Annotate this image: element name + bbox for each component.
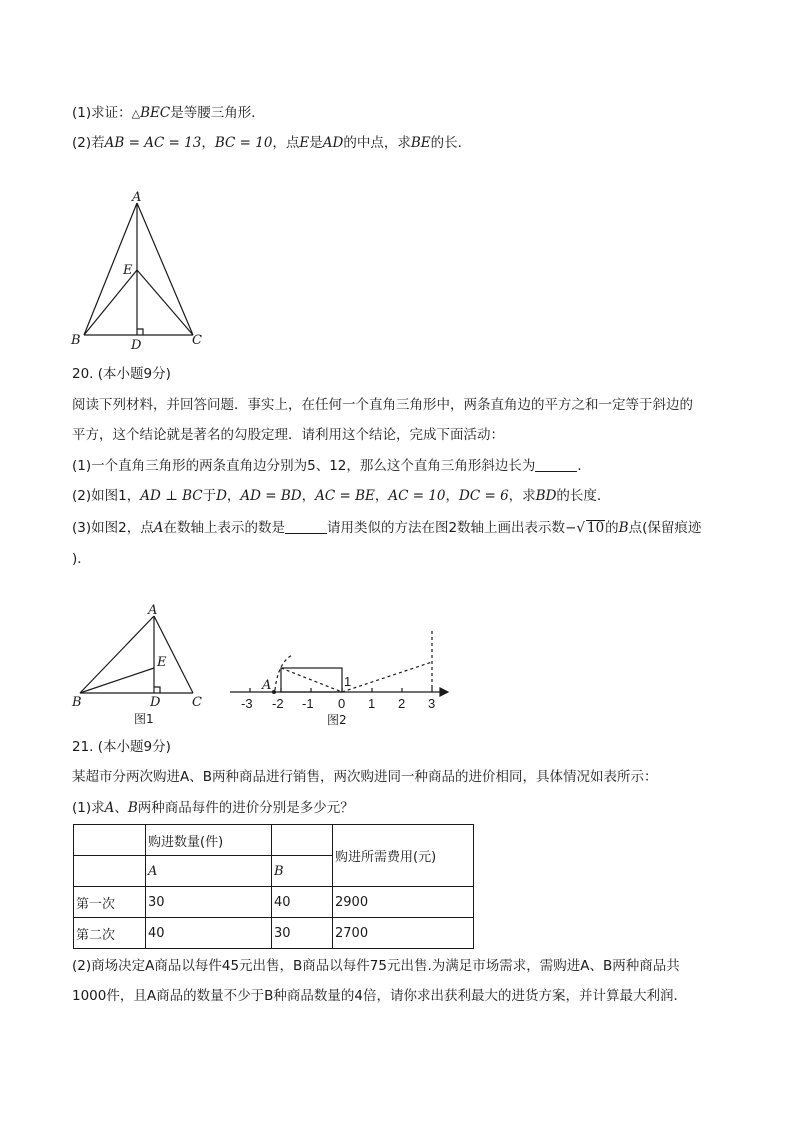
- text: ．: [577, 458, 591, 474]
- table-row: [74, 887, 474, 918]
- row-label: 第一次: [74, 887, 146, 918]
- math-a: A: [104, 800, 115, 816]
- q20-figure1: [66, 602, 216, 728]
- text: 是等腰三角形．: [170, 105, 265, 121]
- header-a: A: [146, 856, 272, 887]
- segment-be: [80, 668, 154, 693]
- label-d: D: [150, 695, 161, 710]
- tick-label: -1: [302, 696, 314, 711]
- label-a: A: [262, 678, 272, 693]
- text: 的中点，求: [343, 135, 411, 151]
- text: ，点: [272, 135, 300, 151]
- text: 在数轴上表示的数是: [163, 520, 285, 536]
- tick-label: -3: [241, 696, 253, 711]
- q21-header: 21. (本小题9分): [72, 739, 171, 755]
- text: 点(保留痕迹: [628, 520, 702, 536]
- row-label: 第二次: [74, 918, 146, 949]
- figure2-caption: 图2: [327, 713, 347, 727]
- segment-ac: [137, 203, 193, 335]
- table-cell-empty: [74, 825, 146, 856]
- q21-part2-line2: 1000件，且A商品的数量不少于B种商品数量的4倍，请你求出获利最大的进货方案，并计算最大利润．: [72, 988, 687, 1004]
- label-one: 1: [344, 674, 352, 689]
- q19-part1: [72, 104, 265, 123]
- q20-part1: [72, 457, 591, 475]
- triangle-symbol: △: [131, 107, 141, 120]
- text: 请用类似的方法在图2数轴上画出表示数: [326, 520, 566, 536]
- text: ，: [201, 135, 215, 151]
- math-bd: BD: [535, 488, 557, 504]
- cell-cost: 2700: [333, 918, 474, 949]
- math-e: E: [299, 135, 310, 151]
- q20-part3-cont: )．: [72, 551, 91, 567]
- sqrt-radicand: 10: [586, 520, 605, 536]
- q20-part2: [72, 487, 610, 505]
- answer-blank[interactable]: [285, 520, 327, 534]
- q19-triangle-figure: [68, 188, 218, 353]
- label-a: A: [132, 190, 142, 205]
- text: (1)一个直角三角形的两条直角边分别为5、12，那么这个直角三角形斜边长为: [72, 458, 536, 474]
- math-b: B: [127, 800, 138, 816]
- label-c: C: [192, 333, 202, 348]
- tick-label: 3: [428, 696, 436, 711]
- header-qty: 购进数量(件): [146, 825, 272, 856]
- label-c: C: [192, 695, 202, 710]
- sqrt-radical: √: [576, 520, 585, 536]
- text: (1)求证：: [72, 105, 132, 121]
- header-cost: 购进所需费用(元): [333, 825, 474, 887]
- text: (1)求: [72, 800, 105, 816]
- cell-cost: 2900: [333, 887, 474, 918]
- text: 的: [605, 520, 619, 536]
- q20-header: 20. (本小题9分): [72, 366, 171, 382]
- text: 的长．: [430, 135, 472, 151]
- q20-figure2: [224, 625, 464, 729]
- table-cell-empty: [272, 825, 333, 856]
- math-d: D: [216, 488, 227, 504]
- table-row: [74, 825, 474, 856]
- tick-label: 1: [368, 696, 376, 711]
- q20-intro-1: 阅读下列材料，并回答问题．事实上，在任何一个直角三角形中，两条直角边的平方之和一定等于斜边的: [72, 397, 693, 413]
- cell-b: 30: [272, 918, 333, 949]
- cell-b: 40: [272, 887, 333, 918]
- label-d: D: [131, 338, 142, 353]
- text: (3)如图2，点: [72, 520, 154, 536]
- dashed-ray: [342, 662, 432, 692]
- purchase-table: [73, 824, 474, 949]
- math-ac-be: AC = BE: [315, 488, 375, 504]
- math-a: A: [153, 520, 164, 536]
- text: 的长度．: [556, 488, 611, 504]
- point-a: [272, 690, 276, 694]
- math-ac-10: AC = 10: [388, 488, 446, 504]
- label-e: E: [157, 655, 167, 670]
- label-e: E: [123, 263, 133, 278]
- math-b: B: [618, 520, 629, 536]
- q20-intro-2: 平方，这个结论就是著名的勾股定理．请利用这个结论，完成下面活动：: [72, 427, 504, 443]
- math-ad-bd: AD = BD: [240, 488, 302, 504]
- compass-arc: [275, 655, 292, 690]
- tick-label: -2: [272, 696, 284, 711]
- figure1-caption: 图1: [134, 712, 154, 726]
- q21-part1: [72, 799, 354, 817]
- label-b: B: [72, 695, 82, 710]
- segment-ab: [80, 616, 154, 693]
- text: ，: [374, 488, 389, 504]
- table-cell-empty: [74, 856, 146, 887]
- tick-label: 0: [338, 696, 346, 711]
- table-row: [74, 918, 474, 949]
- text: ，: [226, 488, 241, 504]
- label-b: B: [71, 333, 81, 348]
- answer-blank[interactable]: [535, 458, 577, 472]
- text: ，: [445, 488, 460, 504]
- text: ，求: [508, 488, 536, 504]
- cell-a: 30: [146, 887, 272, 918]
- tick-label: 2: [398, 696, 406, 711]
- cell-a: 40: [146, 918, 272, 949]
- math-dc-6: DC = 6: [459, 488, 509, 504]
- text: 是: [309, 135, 323, 151]
- q21-intro: 某超市分两次购进A、B两种商品进行销售，两次购进同一种商品的进价相同，具体情况如表所示：: [72, 769, 658, 785]
- math-bec: BEC: [140, 105, 171, 121]
- right-angle-mark: [154, 687, 160, 693]
- text: ，: [301, 488, 316, 504]
- q21-part2-line1: (2)商场决定A商品以每件45元出售，B商品以每件75元出售.为满足市场需求，需购进A、B两种商品共: [72, 958, 680, 974]
- math-ab-ac: AB = AC = 13: [104, 135, 202, 151]
- text: 、: [114, 800, 128, 816]
- text: (2)若: [72, 135, 105, 151]
- label-a: A: [148, 603, 158, 618]
- segment-be: [84, 270, 137, 335]
- math-ad: AD: [322, 135, 344, 151]
- text: 两种商品每件的进价分别是多少元？: [137, 800, 354, 816]
- q20-part3: [72, 519, 701, 537]
- math-be: BE: [410, 135, 431, 151]
- text: (2)如图1，: [72, 488, 141, 504]
- minus-sign: −: [565, 520, 577, 536]
- right-angle-mark: [137, 329, 143, 335]
- math-ad-perp-bc: AD ⊥ BC: [140, 488, 203, 504]
- header-b: B: [272, 856, 333, 887]
- q19-part2: [72, 134, 471, 152]
- segment-ce: [137, 270, 193, 335]
- text: 于: [202, 488, 217, 504]
- axis-arrow-icon: [440, 688, 448, 696]
- math-bc: BC = 10: [214, 135, 273, 151]
